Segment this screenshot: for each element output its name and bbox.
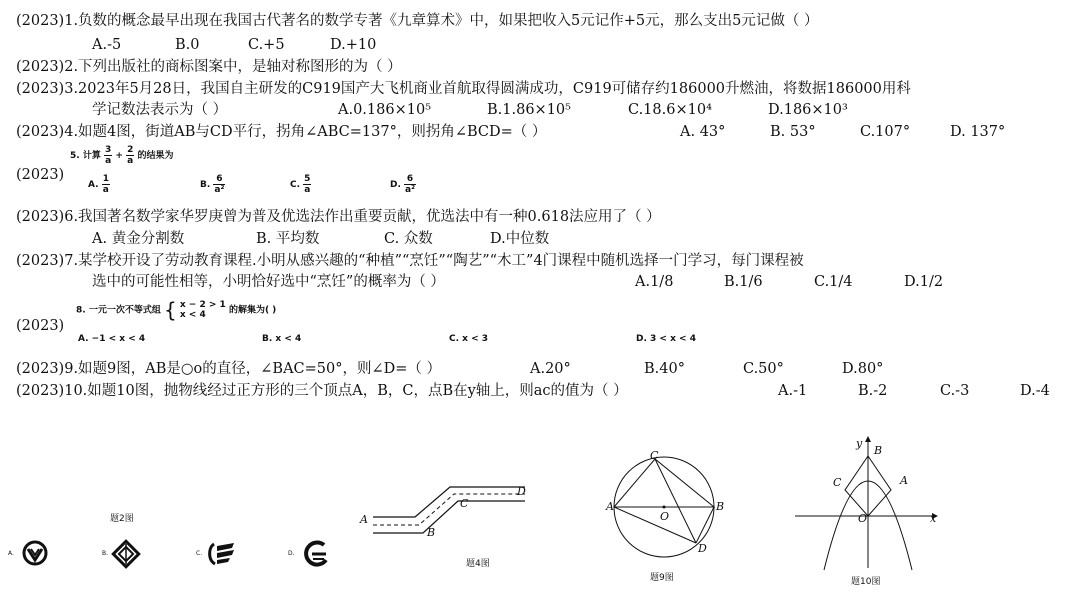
q5-option-c-num: 5: [304, 174, 311, 184]
question-9-text: (2023)9.如题9图，AB是○o的直径，∠BAC=50°，则∠D=（ ）: [16, 361, 442, 377]
fig9-point-c: C: [650, 449, 659, 462]
q8-option-c: C. x < 3: [449, 334, 489, 344]
q5-f2-numerator: 2: [127, 145, 134, 155]
figure-4-caption: 题4图: [466, 559, 490, 569]
q5-option-a-label: A.: [88, 180, 99, 190]
question-5-title: [70, 145, 173, 166]
figure-2-caption: 题2图: [110, 514, 134, 524]
q8-title-post: 的解集为( ): [228, 305, 277, 316]
question-2-text: (2023)2.下列出版社的商标图案中，是轴对称图形的为（ ）: [16, 59, 402, 75]
logo-b-icon: [110, 538, 142, 570]
fig2-label-c: C.: [196, 550, 203, 557]
q1-option-c: C.+5: [248, 37, 285, 53]
q6-option-d: D.中位数: [490, 231, 550, 247]
q5-option-d-label: D.: [390, 180, 401, 190]
q5-title-post: 的结果为: [137, 151, 174, 161]
fig10-axis-y: y: [856, 437, 863, 450]
fig2-label-b: B.: [102, 550, 109, 557]
question-3-text: (2023)3.2023年5月28日，我国自主研发的C919国产大飞机商业首航取得圆满成功，C919可储存约186000升燃油，将数据186000用科: [16, 81, 911, 97]
figure-10-parabola-diagram: [790, 432, 940, 572]
q3-option-c: C.18.6×10⁴: [628, 102, 712, 118]
q4-option-a: A. 43°: [680, 124, 726, 140]
question-1-text: (2023)1.负数的概念最早出现在我国古代著名的数学专著《九章算术》中，如果把收入5元记作+5元，那么支出5元记做（ ）: [16, 13, 819, 29]
q5-option-b-num: 6: [213, 174, 225, 185]
q1-option-b: B.0: [175, 37, 200, 53]
q5-option-a: [88, 174, 110, 195]
fig10-point-a: A: [900, 474, 908, 487]
q10-option-b: B.-2: [858, 383, 888, 399]
q9-option-d: D.80°: [842, 361, 884, 377]
question-7-continued: 选中的可能性相等，小明恰好选中“烹饪”的概率为（ ）: [92, 274, 445, 290]
figure-4-street-diagram: [355, 475, 535, 545]
q6-option-b: B. 平均数: [256, 231, 320, 247]
q7-option-a: A.1/8: [635, 274, 674, 290]
q5-option-c-den: a: [304, 185, 311, 195]
q7-option-b: B.1/6: [724, 274, 763, 290]
question-8-title: [76, 300, 276, 320]
q8-option-d: D. 3 < x < 4: [636, 334, 696, 344]
q5-title-pre: 5. 计算: [70, 151, 101, 161]
figure-9-caption: 题9图: [650, 573, 674, 583]
logo-d-icon: [300, 538, 332, 570]
figure-10-caption: 题10图: [851, 577, 881, 587]
q8-inequality-1: x − 2 > 1: [179, 300, 226, 310]
q5-option-b: [200, 174, 225, 195]
logo-a-icon: [22, 540, 48, 566]
fig4-point-d: D: [517, 485, 526, 498]
fig9-point-o: O: [660, 510, 670, 523]
q6-option-a: A. 黄金分割数: [92, 231, 185, 247]
q5-fraction-2: [126, 145, 134, 166]
q8-inequality-2: x < 4: [179, 310, 206, 320]
question-5-prefix: (2023): [16, 167, 65, 183]
q3-option-a: A.0.186×10⁵: [338, 102, 432, 118]
q5-f1-denominator: a: [105, 156, 112, 166]
fig2-label-a: A.: [8, 550, 14, 557]
q5-option-b-den: a²: [214, 185, 225, 195]
q6-option-c: C. 众数: [384, 231, 433, 247]
fig4-point-b: B: [427, 526, 436, 539]
q8-system: [180, 300, 226, 320]
fig4-point-c: C: [460, 497, 469, 510]
fig10-point-o: O: [858, 512, 868, 525]
question-8-prefix: (2023): [16, 318, 65, 334]
q8-option-a: A. −1 < x < 4: [78, 334, 146, 344]
figure-9-circle-diagram: [600, 450, 730, 565]
question-7-text: (2023)7.某学校开设了劳动教育课程.小明从感兴趣的“种植”“烹饪”“陶艺”“木工”4门课程中随机选择一门学习，每门课程被: [16, 253, 804, 269]
q8-brace: {: [163, 298, 177, 322]
q5-option-c: [290, 174, 311, 195]
logo-c-icon: [206, 540, 238, 568]
fig10-axis-x: x: [930, 512, 937, 525]
q5-option-d-den: a²: [405, 185, 416, 195]
fig4-point-a: A: [360, 513, 368, 526]
q5-f1-numerator: 3: [104, 145, 112, 155]
q3-option-b: B.1.86×10⁵: [487, 102, 571, 118]
fig10-point-c: C: [833, 476, 842, 489]
fig2-label-d: D.: [288, 550, 295, 557]
q5-option-c-label: C.: [290, 180, 301, 190]
q5-option-b-label: B.: [200, 180, 211, 190]
q5-plus: +: [115, 151, 123, 161]
q5-option-a-den: a: [102, 185, 109, 195]
q8-title-pre: 8. 一元一次不等式组: [76, 305, 161, 316]
q4-option-c: C.107°: [860, 124, 911, 140]
q4-option-b: B. 53°: [770, 124, 816, 140]
q4-option-d: D. 137°: [950, 124, 1006, 140]
q5-option-a-num: 1: [102, 174, 109, 184]
q5-option-d: [390, 174, 416, 195]
q1-option-a: A.-5: [92, 37, 122, 53]
fig9-point-a: A: [606, 500, 614, 513]
q7-option-d: D.1/2: [904, 274, 944, 290]
q1-option-d: D.+10: [330, 37, 377, 53]
q9-option-a: A.20°: [530, 361, 571, 377]
fig9-point-d: D: [698, 542, 707, 555]
q5-f2-denominator: a: [127, 156, 134, 166]
question-6-text: (2023)6.我国著名数学家华罗庚曾为普及优选法作出重要贡献，优选法中有一种0.618法应用了（ ）: [16, 209, 661, 225]
q10-option-d: D.-4: [1020, 383, 1050, 399]
question-10-text: (2023)10.如题10图，抛物线经过正方形的三个顶点A，B，C，点B在y轴上，则ac的值为（ ）: [16, 383, 628, 399]
q9-option-c: C.50°: [743, 361, 784, 377]
q5-fraction-1: [104, 145, 112, 166]
fig10-point-b: B: [874, 444, 883, 457]
q9-option-b: B.40°: [644, 361, 685, 377]
q10-option-a: A.-1: [778, 383, 808, 399]
q3-option-d: D.186×10³: [768, 102, 848, 118]
fig9-point-b: B: [716, 500, 725, 513]
q8-option-b: B. x < 4: [262, 334, 302, 344]
question-3-continued: 学记数法表示为（ ）: [92, 102, 228, 118]
q5-option-d-num: 6: [404, 174, 416, 185]
q7-option-c: C.1/4: [814, 274, 853, 290]
q10-option-c: C.-3: [940, 383, 970, 399]
question-4-text: (2023)4.如题4图，街道AB与CD平行，拐角∠ABC=137°，则拐角∠BCD=（ ）: [16, 124, 547, 140]
